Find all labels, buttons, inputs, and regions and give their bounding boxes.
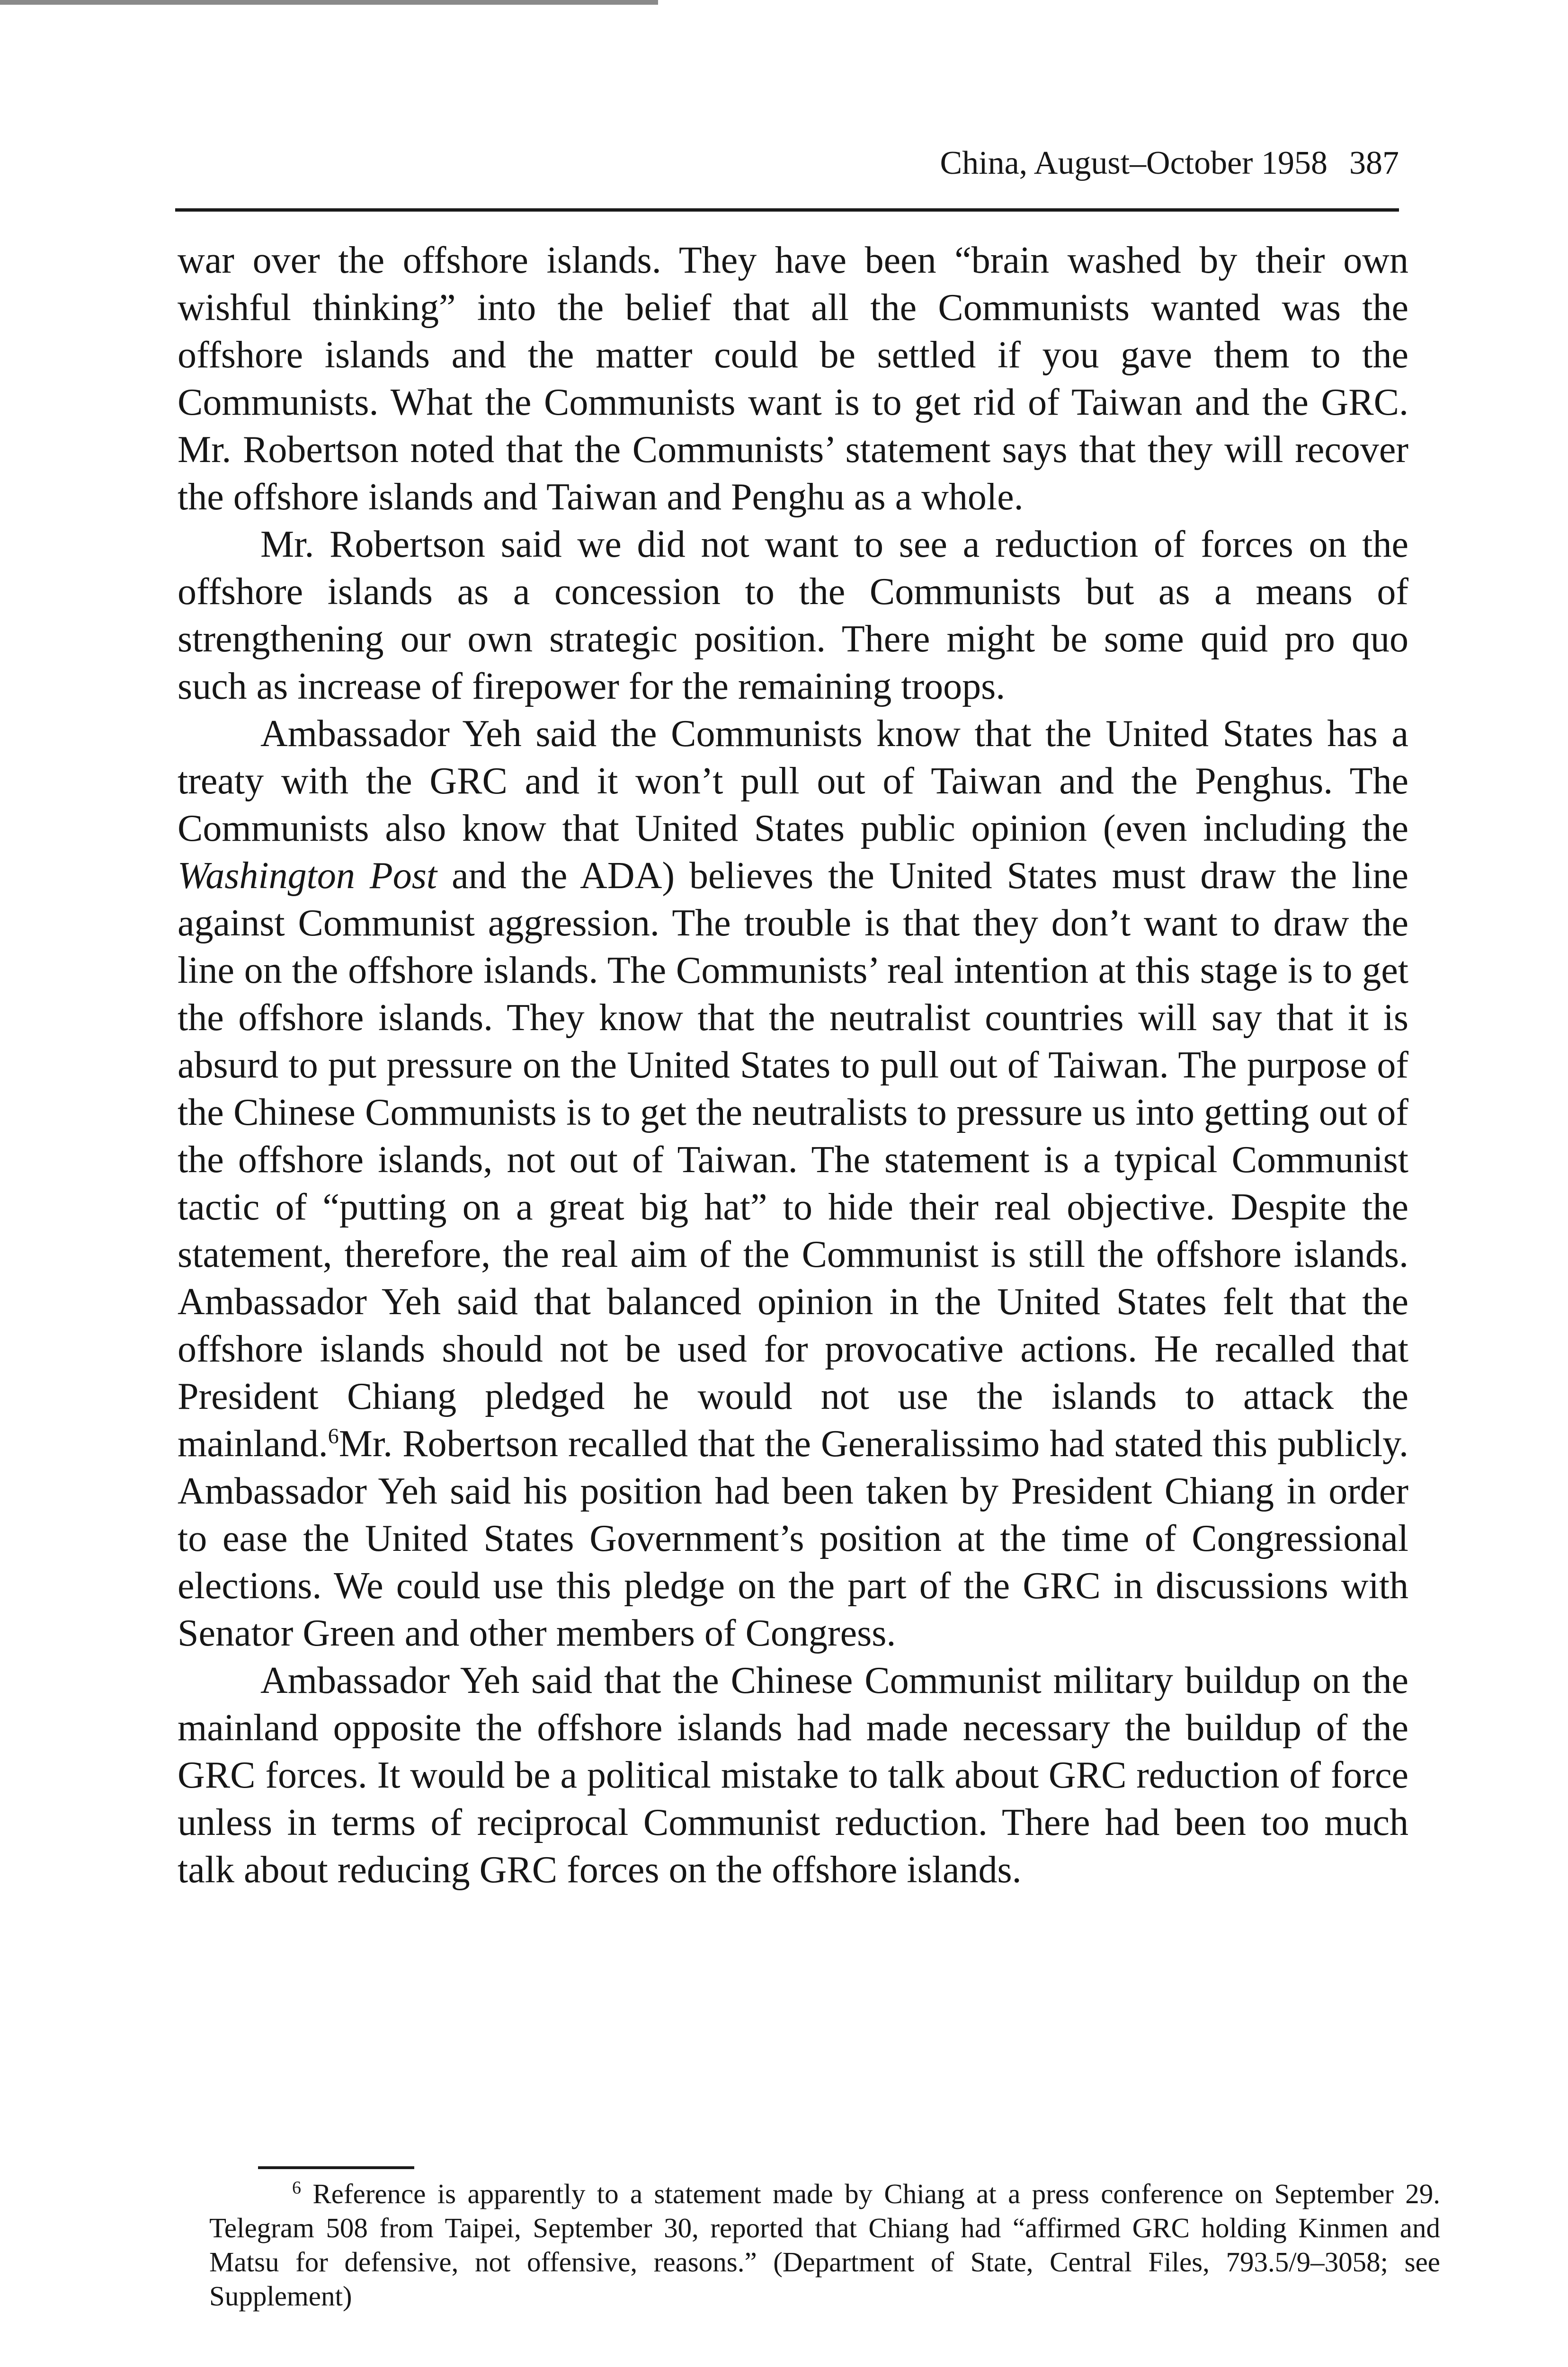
page-number: 387: [1349, 145, 1399, 181]
paragraph-3: [178, 710, 1408, 1657]
footnote: [209, 2177, 1440, 2313]
running-title: China, August–October 1958: [940, 145, 1327, 181]
footnote-rule: [258, 2166, 414, 2169]
paragraph-3-part-1: Ambassador Yeh said the Communists know that the United States has a treaty with the GRC and it won’t pull out of Taiwan and the Penghus. The Communists also know that United States public opinion (even including the: [178, 713, 1408, 849]
scan-edge-shadow: [0, 0, 658, 5]
paragraph-3-part-2: and the ADA) believes the United States must draw the line against Communist aggression. The trouble is that they don’t want to draw the line on the offshore islands. The Communists’ real intention at this stage is to get the offshore islands. They know that the neutralist countries will say that it is absurd to put pressure on the United States to pull out of Taiwan. The purpose of the Chinese Communists is to get the neutralists to pressure us into getting out of the offshore islands, not out of Taiwan. The statement is a typical Communist tactic of “putting on a great big hat” to hide their real objective. Despite the statement, therefore, the real aim of the Communist is still the offshore islands. Ambassador Yeh said that balanced opinion in the United States felt that the offshore islands should not be used for provocative actions. He recalled that President Chiang pledged he would not use the islands to attack the mainland.: [178, 855, 1409, 1465]
footnote-reference[interactable]: 6: [328, 1424, 339, 1448]
footnote-marker: 6: [292, 2178, 301, 2198]
header-rule: [175, 208, 1399, 212]
paragraph-3-part-3: Mr. Robertson recalled that the Generalissimo had stated this publicly. Ambassador Yeh said his position had been taken by President Chiang in order to ease the United States Government’s position at the time of Congressional elections. We could use this pledge on the part of the GRC in discussions with Senator Green and other members of Congress.: [178, 1423, 1408, 1654]
running-header: [175, 142, 1399, 185]
paragraph-2: Mr. Robertson said we did not want to see a reduction of forces on the offshore islands as a concession to the Communists but as a means of strengthening our own strategic position. There might be some quid pro quo such as increase of firepower for the remaining troops.: [178, 524, 1408, 707]
newspaper-title: Washington Post: [178, 855, 437, 897]
body-text: [178, 237, 1408, 1894]
paragraph-4: Ambassador Yeh said that the Chinese Communist military buildup on the mainland opposite the offshore islands had made necessary the buildup of the GRC forces. It would be a political mistake to talk about GRC reduction of force unless in terms of reciprocal Communist reduction. There had been too much talk about reducing GRC forces on the offshore islands.: [178, 1660, 1408, 1891]
footnote-text: Reference is apparently to a statement made by Chiang at a press conference on September 29. Telegram 508 from Taipei, September 30, reported that Chiang had “affirmed GRC holding Kinmen and Matsu for defensive, not offensive, reasons.” (Department of State, Central Files, 793.5/9–3058; see Supplement): [209, 2178, 1440, 2312]
paragraph-1: war over the offshore islands. They have been “brain washed by their own wishful thinking” into the belief that all the Communists wanted was the offshore islands and the matter could be settled if you gave them to the Communists. What the Communists want is to get rid of Taiwan and the GRC. Mr. Robertson noted that the Communists’ statement says that they will recover the offshore islands and Taiwan and Penghu as a whole.: [178, 240, 1408, 518]
